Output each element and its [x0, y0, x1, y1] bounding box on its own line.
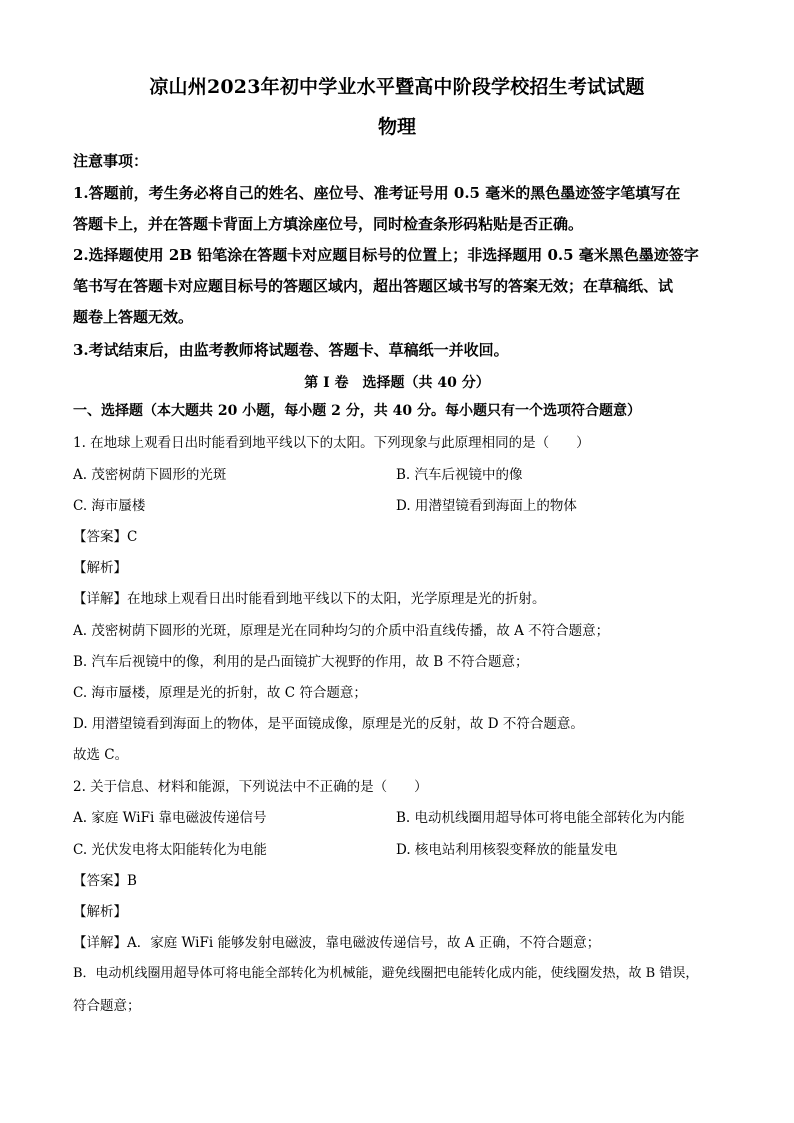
notice-line: 题卷上答题无效。	[73, 308, 194, 326]
section-heading: 一、选择题（本大题共 20 小题，每小题 2 分，共 40 分。每小题只有一个选项符合题意）	[73, 403, 641, 419]
q2-analysis-label: 【解析】	[73, 904, 127, 920]
q2-detail: 【详解】A．家庭 WiFi 能够发射电磁波，靠电磁波传递信号，故 A 正确，不符合题意；	[73, 935, 601, 951]
q2-explanation-line: 符合题意；	[73, 998, 141, 1014]
notice-line: 3.考试结束后，由监考教师将试题卷、答题卡、草稿纸一并收回。	[73, 341, 509, 359]
notice-line: 1.答题前，考生务必将自己的姓名、座位号、准考证号用 0.5 毫米的黑色墨迹签字笔填写在	[73, 184, 681, 202]
q1-option-c: C. 海市蜃楼	[73, 498, 146, 514]
notice-line: 2.选择题使用 2B 铅笔涂在答题卡对应题目标号的位置上；非选择题用 0.5 毫米黑色墨迹签字	[73, 246, 699, 264]
q2-explanation-line: B．电动机线圈用超导体可将电能全部转化为机械能，避免线圈把电能转化成内能，使线圈发热，故 B 错误，	[73, 966, 699, 981]
q1-option-b: B. 汽车后视镜中的像	[396, 467, 523, 483]
notice-line: 答题卡上，并在答题卡背面上方填涂座位号，同时检查条形码粘贴是否正确。	[73, 215, 584, 233]
notice-heading: 注意事项：	[73, 152, 149, 170]
q1-explanation-line: C. 海市蜃楼，原理是光的折射，故 C 符合题意；	[73, 685, 367, 701]
q1-option-d: D. 用潜望镜看到海面上的物体	[396, 498, 577, 514]
q1-explanation-line: D. 用潜望镜看到海面上的物体，是平面镜成像，原理是光的反射，故 D 不符合题意。	[73, 716, 584, 732]
subject-title: 物理	[377, 116, 416, 138]
q2-answer: 【答案】B	[73, 873, 137, 889]
q1-explanation-line: B. 汽车后视镜中的像，利用的是凸面镜扩大视野的作用，故 B 不符合题意；	[73, 654, 529, 670]
q2-option-c: C. 光伏发电将太阳能转化为电能	[73, 842, 267, 858]
q1-analysis-label: 【解析】	[73, 560, 127, 576]
question-2-stem: 2. 关于信息、材料和能源，下列说法中不正确的是（ ）	[73, 779, 428, 795]
q2-option-d: D. 核电站利用核裂变释放的能量发电	[396, 842, 618, 858]
q1-conclusion: 故选 C。	[73, 747, 129, 763]
exam-title: 凉山州2023年初中学业水平暨高中阶段学校招生考试试题	[149, 76, 645, 98]
q1-detail: 【详解】在地球上观看日出时能看到地平线以下的太阳，光学原理是光的折射。	[73, 591, 546, 607]
q1-option-a: A. 茂密树荫下圆形的光斑	[73, 467, 227, 483]
section-title: 第 I 卷 选择题（共 40 分）	[304, 375, 490, 391]
question-1-stem: 1. 在地球上观看日出时能看到地平线以下的太阳。下列现象与此原理相同的是（ ）	[73, 435, 590, 451]
q1-explanation-line: A. 茂密树荫下圆形的光斑，原理是光在同种均匀的介质中沿直线传播，故 A 不符合题意；	[73, 623, 610, 639]
notice-line: 笔书写在答题卡对应题目标号的答题区域内，超出答题区域书写的答案无效；在草稿纸、试	[73, 277, 674, 295]
q1-answer: 【答案】C	[73, 529, 138, 545]
q2-option-b: B. 电动机线圈用超导体可将电能全部转化为内能	[396, 810, 685, 826]
q2-option-a: A. 家庭 WiFi 靠电磁波传递信号	[73, 810, 267, 826]
